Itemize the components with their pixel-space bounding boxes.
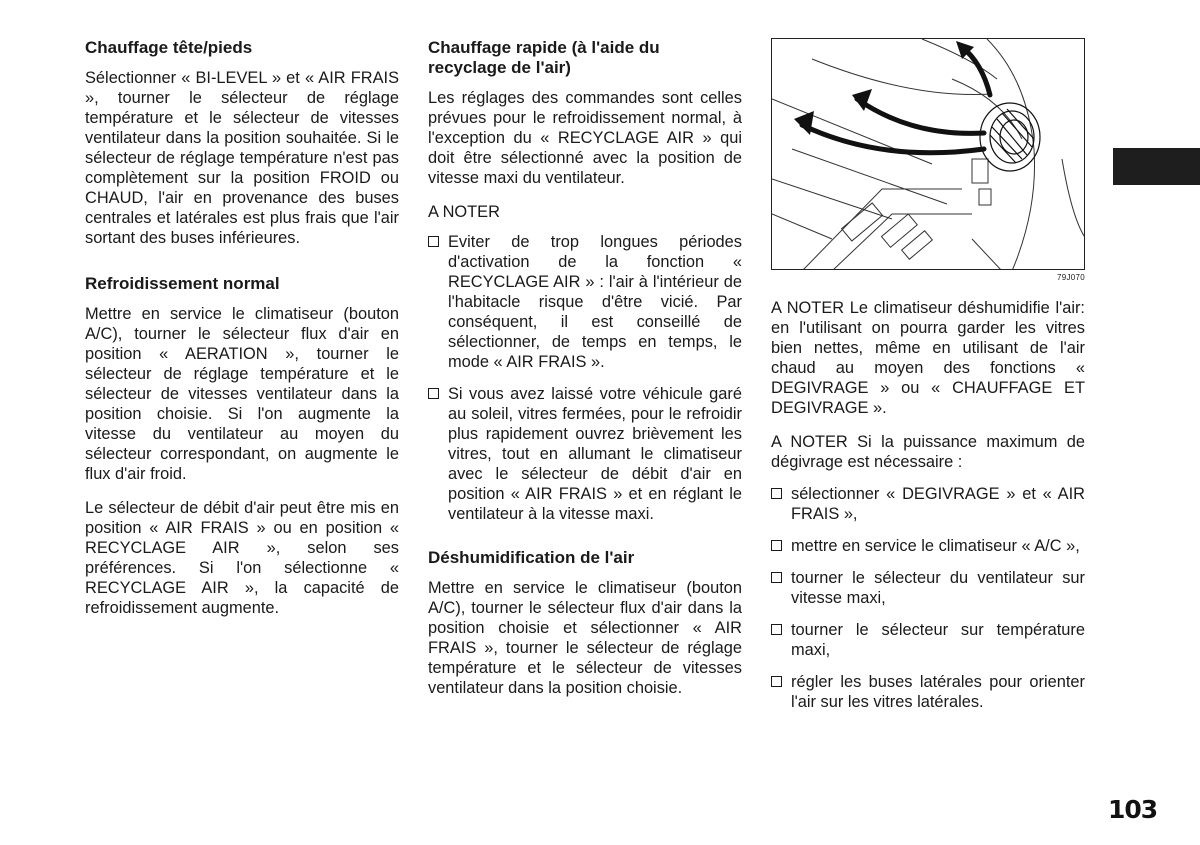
column-middle (428, 38, 742, 712)
checkbox-bullet-icon (428, 236, 439, 247)
note-label: A NOTER (428, 203, 500, 221)
heading-chauffage-tete-pieds: Chauffage tête/pieds (85, 38, 253, 57)
paragraph-note-degivrage: A NOTER Si la puissance maximum de dégivrage est nécessaire : (771, 433, 1085, 471)
heading-refroidissement-normal: Refroidissement normal (85, 274, 280, 293)
checkbox-bullet-icon (771, 676, 782, 687)
paragraph-note-deshumidifie: A NOTER Le climatiseur déshumidifie l'air: en l'utilisant on pourra garder les vitres bien nettes, même en utilisant de l'air chaud au moyen des fonctions « DEGIVRAGE » ou « CHAUFFAGE ET DEGIVRAGE ». (771, 299, 1085, 417)
list-item: mettre en service le climatiseur « A/C », (771, 536, 1085, 556)
checkbox-bullet-icon (771, 624, 782, 635)
heading-deshumidification: Déshumidification de l'air (428, 548, 635, 567)
paragraph-refroidissement: Mettre en service le climatiseur (bouton A/C), tourner le sélecteur flux d'air en position « AERATION », tourner le sélecteur de réglage température et le sélecteur de vitesses ventilateur dans la position choisie. Si l'on augmente la vitesse du ventilateur au moyen du sélecteur correspondant, on augmente le flux d'air froid. (85, 305, 399, 483)
paragraph-selecteur-debit: Le sélecteur de débit d'air peut être mis en position « AIR FRAIS » ou en position « RECYCLAGE AIR », selon ses préférences. Si l'on sélectionne « RECYCLAGE AIR », la capacité de refroidissement augmente. (85, 499, 399, 617)
degivrage-steps-list (771, 484, 1085, 712)
section-thumb-tab (1113, 148, 1200, 185)
page-number: 103 (1108, 795, 1158, 824)
paragraph-deshumidification: Mettre en service le climatiseur (bouton A/C), tourner le sélecteur flux d'air dans la position choisie et sélectionner « AIR FRAIS », tourner le sélecteur de réglage température et le sélecteur de vitesses ventilateur dans la position choisie. (428, 579, 742, 697)
dashboard-vent-illustration (771, 38, 1085, 270)
paragraph-chauffage-rapide: Les réglages des commandes sont celles prévues pour le refroidissement normal, à l'exception du « RECYCLAGE AIR » qui doit être sélectionné avec la position de vitesse maxi du ventilateur. (428, 89, 742, 187)
column-left (85, 38, 399, 632)
list-item: Si vous avez laissé votre véhicule garé au soleil, vitres fermées, pour le refroidir plus rapidement ouvrez brièvement les vitres, tout en allumant le climatiseur avec le sélecteur de débit d'air en position « AIR FRAIS » et en réglant le ventilateur à la vitesse maxi. (428, 384, 742, 524)
list-item: régler les buses latérales pour orienter l'air sur les vitres latérales. (771, 672, 1085, 712)
column-right (771, 38, 1085, 724)
list-item: tourner le sélecteur du ventilateur sur vitesse maxi, (771, 568, 1085, 608)
list-item: sélectionner « DEGIVRAGE » et « AIR FRAIS », (771, 484, 1085, 524)
checkbox-bullet-icon (428, 388, 439, 399)
paragraph-bi-level: Sélectionner « BI-LEVEL » et « AIR FRAIS », tourner le sélecteur de réglage température et le sélecteur de vitesses ventilateur dans la position souhaitée. Si le sélecteur de réglage température n'est pas complètement sur la position FROID ou CHAUD, l'air en provenance des buses centrales et latérales est plus frais que l'air sortant des buses inférieures. (85, 69, 399, 247)
list-item: Eviter de trop longues périodes d'activation de la fonction « RECYCLAGE AIR » : l'air à l'intérieur de l'habitacle risque d'être vicié. Par conséquent, il est conseillé de sélectionner, de temps en temps, le mode « AIR FRAIS ». (428, 232, 742, 372)
list-item: tourner le sélecteur sur température maxi, (771, 620, 1085, 660)
checkbox-bullet-icon (771, 572, 782, 583)
airflow-diagram (772, 39, 1085, 270)
figure-code: 79J070 (1056, 273, 1085, 282)
checkbox-bullet-icon (771, 488, 782, 499)
checkbox-bullet-icon (771, 540, 782, 551)
heading-chauffage-rapide: Chauffage rapide (à l'aide du recyclage de l'air) (428, 38, 660, 77)
note-list (428, 232, 742, 524)
